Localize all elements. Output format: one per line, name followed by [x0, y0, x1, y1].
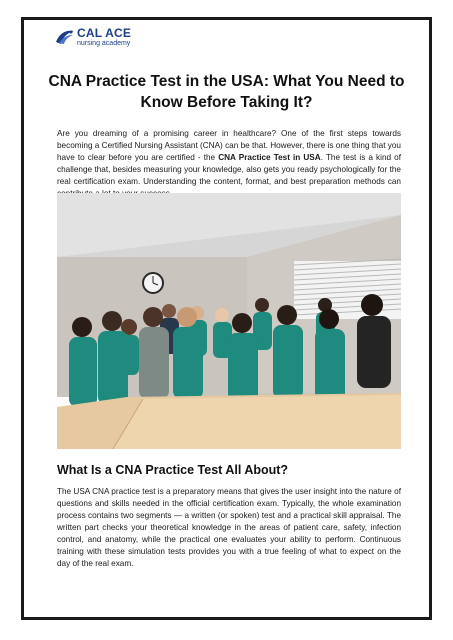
brand-tagline: nursing academy — [77, 40, 131, 47]
group-photo — [57, 193, 401, 449]
brand-name: CAL ACE — [77, 26, 132, 40]
intro-text-end: . The test is a kind of challenge that, besides measuring your knowledge, also gets you ready psychologically for the real certification exam. Understanding the content, format, and best preparation methods can — [57, 153, 402, 186]
logo-swoosh-icon — [55, 28, 75, 46]
brand-logo[interactable] — [55, 27, 131, 47]
intro-keyword: CNA Practice Test in USA — [218, 153, 321, 162]
document-page — [21, 17, 432, 620]
intro-text-start: Are you dreaming of a promising career in healthcare? One of the first steps towards becoming a Certified Nursing Assistant (CNA) can be that. However, there is one thing that you have to clear before you are certified - the — [57, 129, 401, 162]
section-heading: What Is a CNA Practice Test All About? — [57, 463, 289, 477]
intro-paragraph — [57, 128, 401, 200]
section-paragraph: The USA CNA practice test is a preparatory means that gives the user insight into the nature of questions and skills needed in the official certification exam. Typically, the whole examination process contains two segments — a written (or spoken) test and a practical skill appraisal. The written part checks your theoretical knowledge in the areas of patient care, safety, infection control, and anatomy, while the practical one evaluates your ability to perform. Continuous training with these simulation tests provides you with a true feeling of what to expect on the day of the real exam. — [57, 487, 401, 568]
article-title: CNA Practice Test in the USA: What You Need to Know Before Taking It? — [48, 73, 405, 111]
